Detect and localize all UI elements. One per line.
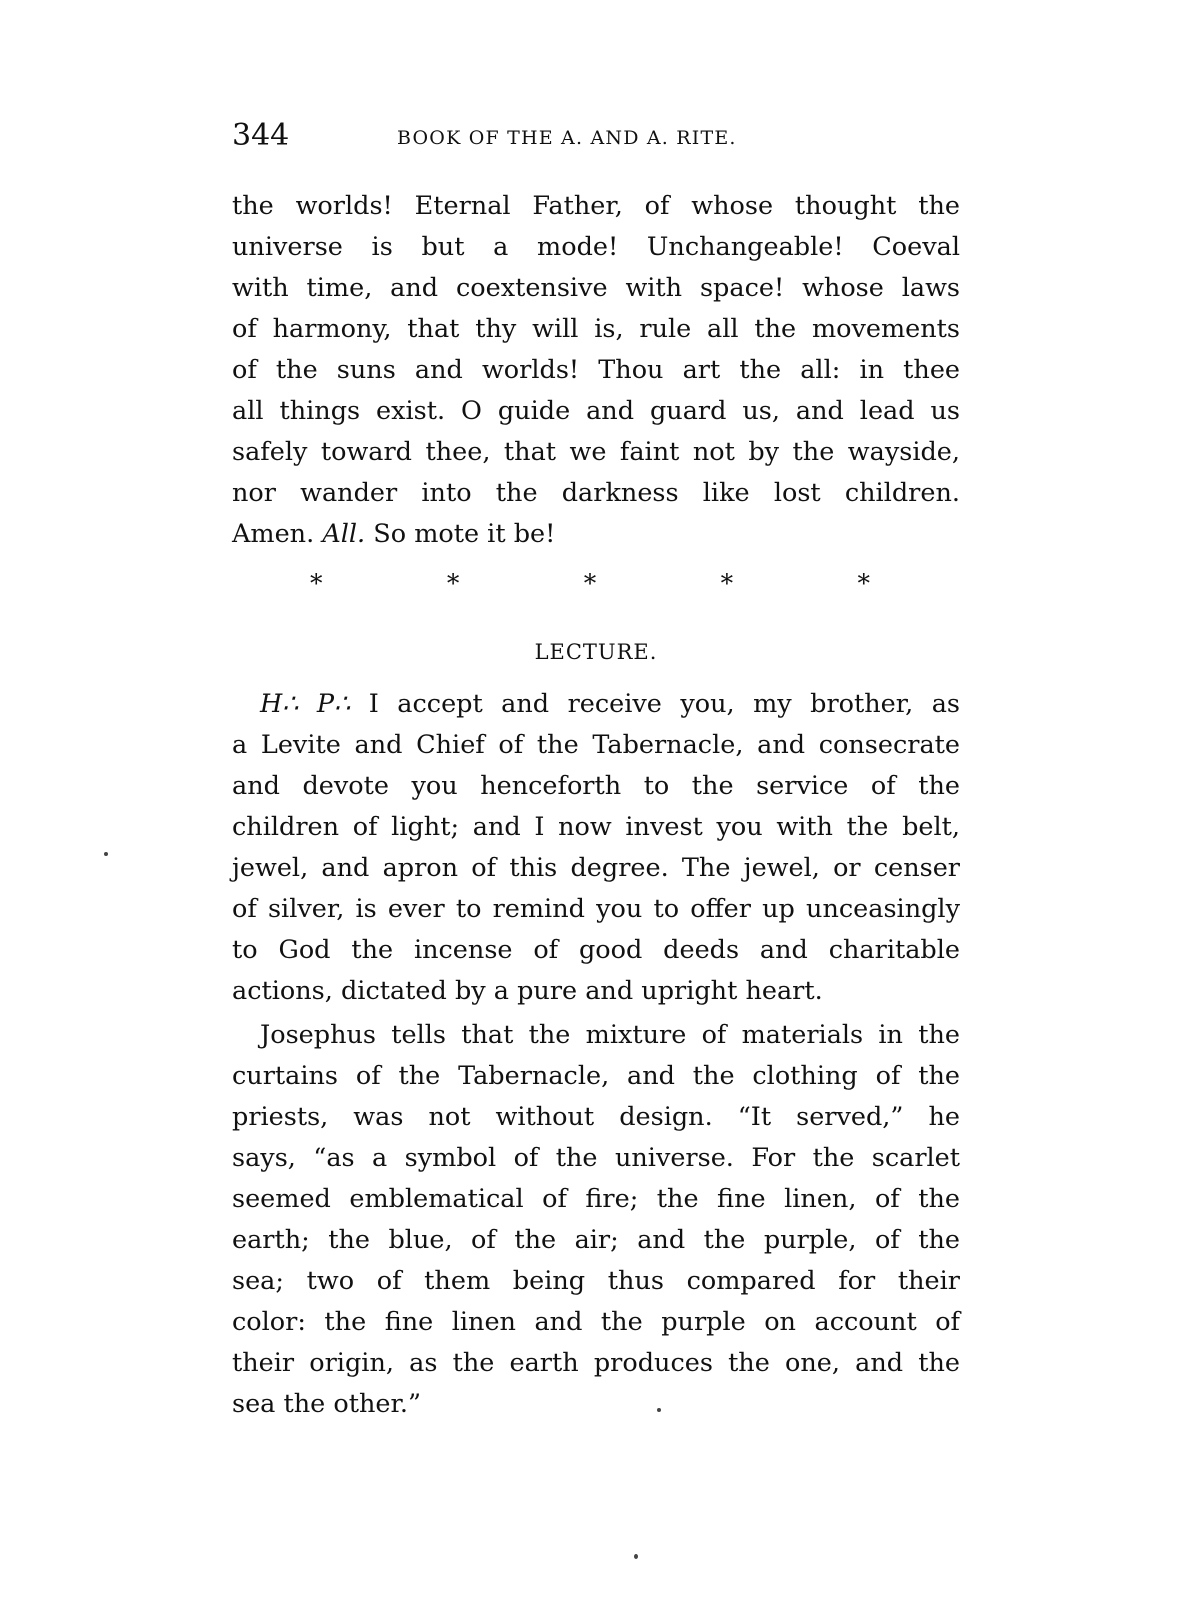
text-line: children of light; and I now invest you with the belt, <box>232 812 960 842</box>
text-line: with time, and coextensive with space! whose laws <box>232 273 960 303</box>
lecture-paragraph-2 <box>232 1015 960 1425</box>
text-line <box>232 514 960 555</box>
text-line: curtains of the Tabernacle, and the clothing of the <box>232 1061 960 1091</box>
text-line: of silver, is ever to remind you to offer up unceasingly <box>232 894 960 924</box>
lecture-paragraph-1 <box>232 684 960 1012</box>
asterisk: * <box>720 569 734 598</box>
text-line: actions, dictated by a pure and upright heart. <box>232 976 823 1006</box>
page-header <box>232 116 960 156</box>
prayer-ending-paragraph <box>232 186 960 555</box>
text-line: a Levite and Chief of the Tabernacle, and consecrate <box>232 730 960 760</box>
print-speck <box>634 1554 638 1559</box>
amen-text: Amen. <box>232 519 323 549</box>
text-line: all things exist. O guide and guard us, and lead us <box>232 396 960 426</box>
response-text: So mote it be! <box>365 519 556 549</box>
print-speck <box>104 852 108 856</box>
text-line: color: the fine linen and the purple on account of <box>232 1307 960 1337</box>
text-line <box>232 684 960 725</box>
asterisk: * <box>310 569 323 598</box>
text-line: seemed emblematical of fire; the fine linen, of the <box>232 1184 960 1214</box>
text-line: of the suns and worlds! Thou art the all: in thee <box>232 355 960 385</box>
asterisk: * <box>446 569 460 598</box>
speaker-label: H∴ P∴ <box>260 689 351 719</box>
text-line: to God the incense of good deeds and charitable <box>232 935 960 965</box>
asterisk: * <box>857 569 870 598</box>
section-separator <box>310 564 870 604</box>
asterisk: * <box>583 569 597 598</box>
text-line: their origin, as the earth produces the one, and the <box>232 1348 960 1378</box>
text-line: safely toward thee, that we faint not by the wayside, <box>232 437 960 467</box>
first-line-text: I accept and receive you, my brother, as <box>350 689 961 719</box>
section-heading: LECTURE. <box>534 640 658 664</box>
text-line: sea; two of them being thus compared for their <box>232 1266 960 1296</box>
text-line: the worlds! Eternal Father, of whose thought the <box>232 191 960 221</box>
text-line: earth; the blue, of the air; and the purple, of the <box>232 1225 960 1255</box>
text-line: nor wander into the darkness like lost children. <box>232 478 960 508</box>
text-line: and devote you henceforth to the service of the <box>232 771 960 801</box>
page-number: 344 <box>232 118 290 153</box>
text-line: priests, was not without design. “It served,” he <box>232 1102 960 1132</box>
speaker-label: All. <box>322 519 366 549</box>
text-line: says, “as a symbol of the universe. For the scarlet <box>232 1143 960 1173</box>
text-line: sea the other.” <box>232 1389 421 1419</box>
text-line: universe is but a mode! Unchangeable! Coeval <box>232 232 960 262</box>
text-line: jewel, and apron of this degree. The jewel, or censer <box>232 853 960 883</box>
text-line: Josephus tells that the mixture of materials in the <box>260 1020 960 1050</box>
running-head: BOOK OF THE A. AND A. RITE. <box>397 127 737 149</box>
print-speck <box>657 1408 661 1412</box>
text-line: of harmony, that thy will is, rule all the movements <box>232 314 960 344</box>
